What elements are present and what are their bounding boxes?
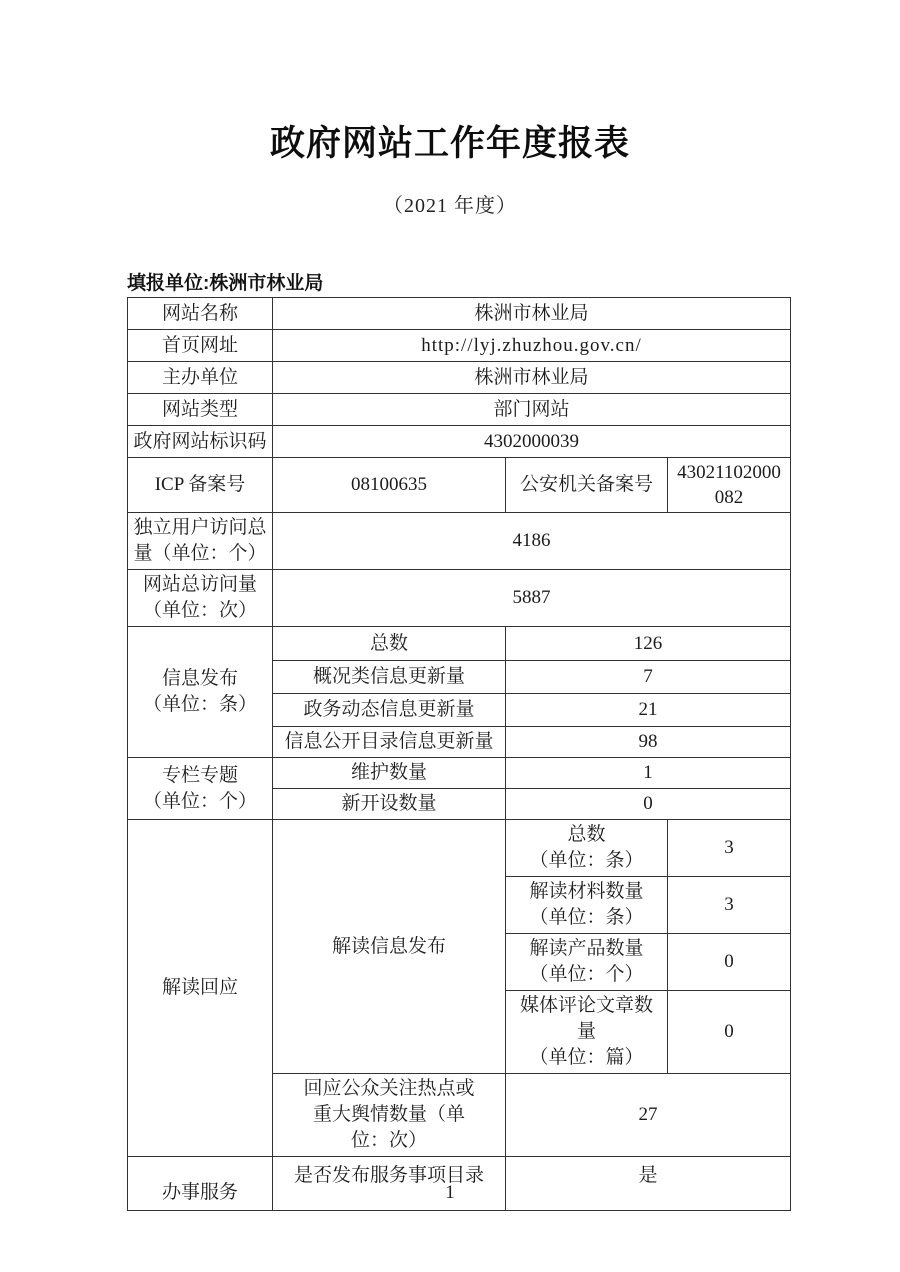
interp-media-label: [506, 991, 668, 1074]
total-visits-unit-text: （单位：次）: [142, 600, 257, 621]
services-group-label: 办事服务: [128, 1157, 273, 1211]
table-row: [128, 298, 791, 330]
homepage-url-value: http://lyj.zhuzhou.gov.cn/: [273, 330, 791, 362]
icp-record-label: ICP 备案号: [128, 458, 273, 513]
hot-response-label-cell: [273, 1074, 506, 1157]
interp-media-value: 0: [668, 991, 791, 1074]
info-overview-value: 7: [506, 661, 791, 694]
organizer-label: 主办单位: [128, 362, 273, 394]
table-row: [128, 362, 791, 394]
table-row: [128, 458, 791, 513]
info-publish-unit-text: （单位：条）: [142, 694, 257, 715]
info-total-label: 总数: [273, 627, 506, 661]
total-visits-value: 5887: [273, 570, 791, 627]
page-number: 1: [445, 1182, 455, 1203]
site-name-value: 株洲市林业局: [273, 298, 791, 330]
interp-products-value: 0: [668, 934, 791, 991]
interp-media-unit-text: （单位：篇）: [529, 1047, 644, 1068]
site-name-label: 网站名称: [128, 298, 273, 330]
police-record-value: 43021102000082: [668, 458, 791, 513]
table-row: [128, 513, 791, 570]
info-publish-group-label: [128, 627, 273, 758]
topics-new-opened-value: 0: [506, 789, 791, 820]
interpretation-publish-label: 解读信息发布: [273, 820, 506, 1074]
topics-maintained-label: 维护数量: [273, 758, 506, 789]
total-visits-label-text: 网站总访问量: [142, 574, 257, 595]
interp-materials-label: [506, 877, 668, 934]
topics-maintained-value: 1: [506, 758, 791, 789]
table-row: [128, 330, 791, 362]
page-title: 政府网站工作年度报表: [269, 124, 630, 163]
annual-report-table: [127, 297, 791, 1211]
table-row: [128, 758, 791, 789]
interp-materials-unit-text: （单位：条）: [529, 907, 644, 928]
info-gov-news-value: 21: [506, 694, 791, 727]
table-row: [128, 627, 791, 661]
interp-total-label-text: 总数: [567, 824, 606, 845]
interp-total-label: [506, 820, 668, 877]
interp-materials-label-text: 解读材料数量: [529, 881, 644, 902]
special-topics-label-text: 专栏专题: [161, 764, 238, 786]
info-publish-label-text: 信息发布: [161, 668, 238, 689]
icp-record-value: 08100635: [273, 458, 506, 513]
unique-visitors-value: 4186: [273, 513, 791, 570]
info-total-value: 126: [506, 627, 791, 661]
organizer-value: 株洲市林业局: [273, 362, 791, 394]
service-catalog-label: 是否发布服务事项目录: [273, 1157, 506, 1211]
interp-total-value: 3: [668, 820, 791, 877]
info-gov-news-label: 政务动态信息更新量: [273, 694, 506, 727]
interp-products-label: [506, 934, 668, 991]
total-visits-label: [128, 570, 273, 627]
special-topics-unit-text: （单位：个）: [142, 790, 257, 812]
service-catalog-value: 是: [506, 1157, 791, 1211]
homepage-url-label: 首页网址: [128, 330, 273, 362]
table-row: [128, 426, 791, 458]
police-record-label: 公安机关备案号: [506, 458, 668, 513]
topics-new-opened-label: 新开设数量: [273, 789, 506, 820]
info-overview-label: 概况类信息更新量: [273, 661, 506, 694]
reporting-unit-label: 填报单位:株洲市林业局: [127, 273, 324, 294]
site-type-value: 部门网站: [273, 394, 791, 426]
interpretation-group-label: 解读回应: [128, 820, 273, 1157]
unique-visitors-label: 独立用户访问总量（单位：个）: [128, 513, 273, 570]
site-type-label: 网站类型: [128, 394, 273, 426]
info-open-catalog-value: 98: [506, 727, 791, 758]
table-row: [128, 570, 791, 627]
table-row: [128, 394, 791, 426]
site-code-value: 4302000039: [273, 426, 791, 458]
interp-products-label-text: 解读产品数量: [529, 938, 644, 959]
interp-total-unit-text: （单位：条）: [529, 850, 644, 871]
info-open-catalog-label: 信息公开目录信息更新量: [273, 727, 506, 758]
interp-media-label-text: 媒体评论文章数量: [519, 995, 653, 1042]
hot-response-label: 回应公众关注热点或重大舆情数量（单位：次）: [303, 1078, 475, 1151]
table-row: [128, 820, 791, 877]
page-subtitle: （2021 年度）: [383, 195, 517, 217]
hot-response-value: 27: [506, 1074, 791, 1157]
special-topics-group-label: [128, 758, 273, 820]
site-code-label: 政府网站标识码: [128, 426, 273, 458]
interp-products-unit-text: （单位：个）: [529, 964, 644, 985]
interp-materials-value: 3: [668, 877, 791, 934]
